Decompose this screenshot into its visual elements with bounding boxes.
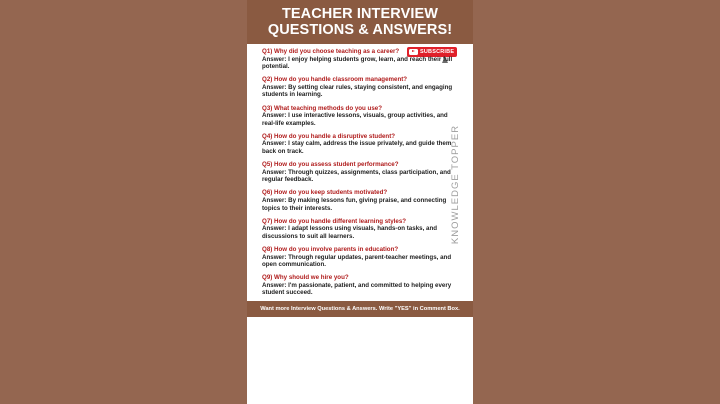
background-right xyxy=(473,0,720,404)
answer: Answer: I use interactive lessons, visuals, group activities, and real-life examples. xyxy=(262,112,448,127)
qa-item xyxy=(262,189,454,212)
qa-card xyxy=(247,0,473,404)
qa-item xyxy=(262,161,454,184)
question: Q4) How do you handle a disruptive student? xyxy=(262,132,396,140)
qa-item xyxy=(262,48,454,71)
background-left xyxy=(0,0,247,404)
qa-item xyxy=(262,246,454,269)
answer: Answer: I adapt lessons using visuals, hands-on tasks, and discussions to suit all learners. xyxy=(262,225,438,240)
question: Q5) How do you assess student performance? xyxy=(262,161,399,169)
qa-item xyxy=(262,274,454,297)
title-banner xyxy=(247,0,473,44)
footer-text: Want more Interview Questions & Answers. Write "YES" in Comment Box. xyxy=(260,306,460,312)
title-line-1: TEACHER INTERVIEW xyxy=(281,6,439,22)
qa-item xyxy=(262,218,454,241)
qa-list xyxy=(262,48,454,303)
question: Q7) How do you handle different learning styles? xyxy=(262,217,407,225)
watermark-text: KNOWLEDGE TOPPER xyxy=(450,124,462,244)
subscribe-label: SUBSCRIBE xyxy=(420,49,455,55)
question: Q8) How do you involve parents in education? xyxy=(262,245,399,253)
answer: Answer: Through quizzes, assignments, class participation, and regular feedback. xyxy=(262,168,451,184)
footer-banner xyxy=(247,301,473,317)
answer: Answer: I stay calm, address the issue privately, and guide them back on track. xyxy=(262,140,452,156)
title-line-2: QUESTIONS & ANSWERS! xyxy=(267,22,453,38)
watermark xyxy=(450,125,462,243)
question: Q9) Why should we hire you? xyxy=(262,274,349,282)
question: Q1) Why did you choose teaching as a career? xyxy=(262,48,400,55)
question: Q3) What teaching methods do you use? xyxy=(262,104,382,112)
qa-item xyxy=(262,76,454,99)
question: Q2) How do you handle classroom management? xyxy=(262,76,408,84)
answer: Answer: Through regular updates, parent-teacher meetings, and open communication. xyxy=(262,253,452,269)
qa-item xyxy=(262,105,454,128)
answer: Answer: By making lessons fun, giving praise, and connecting topics to their interests. xyxy=(262,197,447,212)
answer: Answer: By setting clear rules, staying consistent, and engaging students in learning. xyxy=(262,83,453,99)
answer: Answer: I enjoy helping students grow, learn, and reach their full potential. xyxy=(262,55,453,71)
answer: Answer: I'm passionate, patient, and committed to helping every student succeed. xyxy=(262,281,452,297)
qa-item xyxy=(262,133,454,156)
question: Q6) How do you keep students motivated? xyxy=(262,189,388,197)
